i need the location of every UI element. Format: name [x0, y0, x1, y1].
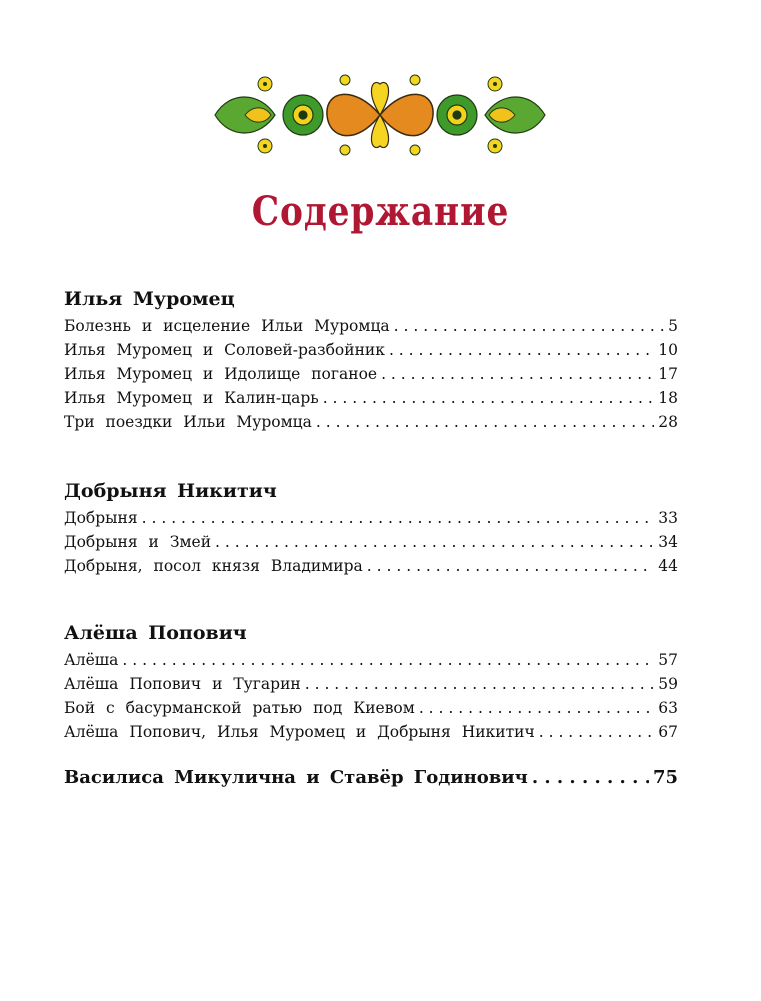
- entry-page: 17: [658, 365, 678, 383]
- entry-title: Бой с басурманской ратью под Киевом: [64, 699, 415, 717]
- toc-entry[interactable]: [64, 362, 678, 386]
- section-heading: Алёша Попович: [64, 622, 247, 644]
- entry-page: 59: [658, 675, 678, 693]
- entry-page: 75: [652, 767, 678, 788]
- toc-section-ilya-muromets: [64, 284, 678, 434]
- section-heading: Илья Муромец: [64, 288, 235, 310]
- dot-leader: [394, 314, 664, 338]
- toc-entry[interactable]: [64, 648, 678, 672]
- entry-page: 18: [658, 389, 678, 407]
- dot-leader: [389, 338, 654, 362]
- toc-section-vasilisa: [64, 764, 678, 792]
- toc-entry[interactable]: [64, 386, 678, 410]
- dot-leader: [142, 506, 655, 530]
- folk-floral-ornament-icon: [205, 70, 555, 160]
- entry-title: Алёша Попович, Илья Муромец и Добрыня Никитич: [64, 723, 535, 741]
- entry-title: Василиса Микулична и Ставёр Годинович: [64, 767, 528, 788]
- toc-entry[interactable]: [64, 672, 678, 696]
- dot-leader: [316, 410, 654, 434]
- dot-leader: [532, 764, 649, 792]
- entry-title: Болезнь и исцеление Ильи Муромца: [64, 317, 390, 335]
- toc-entry[interactable]: [64, 696, 678, 720]
- entry-title: Три поездки Ильи Муромца: [64, 413, 312, 431]
- toc-section-alyosha-popovich: [64, 618, 678, 744]
- entry-page: 28: [658, 413, 678, 431]
- toc-entry[interactable]: [64, 506, 678, 530]
- toc-entry[interactable]: [64, 720, 678, 744]
- entry-page: 5: [668, 317, 678, 335]
- entry-title: Илья Муромец и Соловей-разбойник: [64, 341, 385, 359]
- dot-leader: [305, 672, 655, 696]
- entry-page: 44: [658, 557, 678, 575]
- entry-title: Алёша Попович и Тугарин: [64, 675, 301, 693]
- toc-entry[interactable]: [64, 410, 678, 434]
- entry-title: Илья Муромец и Идолище поганое: [64, 365, 378, 383]
- toc-entry-final[interactable]: [64, 764, 678, 792]
- entry-title: Добрыня, посол князя Владимира: [64, 557, 363, 575]
- entry-page: 67: [658, 723, 678, 741]
- dot-leader: [323, 386, 655, 410]
- toc-section-dobrynya-nikitich: [64, 476, 678, 578]
- page-title: Содержание: [251, 188, 510, 235]
- entry-page: 10: [658, 341, 678, 359]
- toc-entry[interactable]: [64, 314, 678, 338]
- toc-entry[interactable]: [64, 530, 678, 554]
- section-heading: Добрыня Никитич: [64, 480, 277, 502]
- entry-title: Илья Муромец и Калин-царь: [64, 389, 319, 407]
- dot-leader: [419, 696, 654, 720]
- entry-page: 57: [658, 651, 678, 669]
- dot-leader: [539, 720, 655, 744]
- entry-title: Добрыня: [64, 509, 138, 527]
- entry-page: 34: [658, 533, 678, 551]
- toc-entry[interactable]: [64, 338, 678, 362]
- dot-leader: [215, 530, 654, 554]
- toc-entry[interactable]: [64, 554, 678, 578]
- entry-title: Добрыня и Змей: [64, 533, 212, 551]
- dot-leader: [381, 362, 654, 386]
- entry-title: Алёша: [64, 651, 119, 669]
- dot-leader: [122, 648, 654, 672]
- entry-page: 63: [658, 699, 678, 717]
- dot-leader: [367, 554, 654, 578]
- entry-page: 33: [658, 509, 678, 527]
